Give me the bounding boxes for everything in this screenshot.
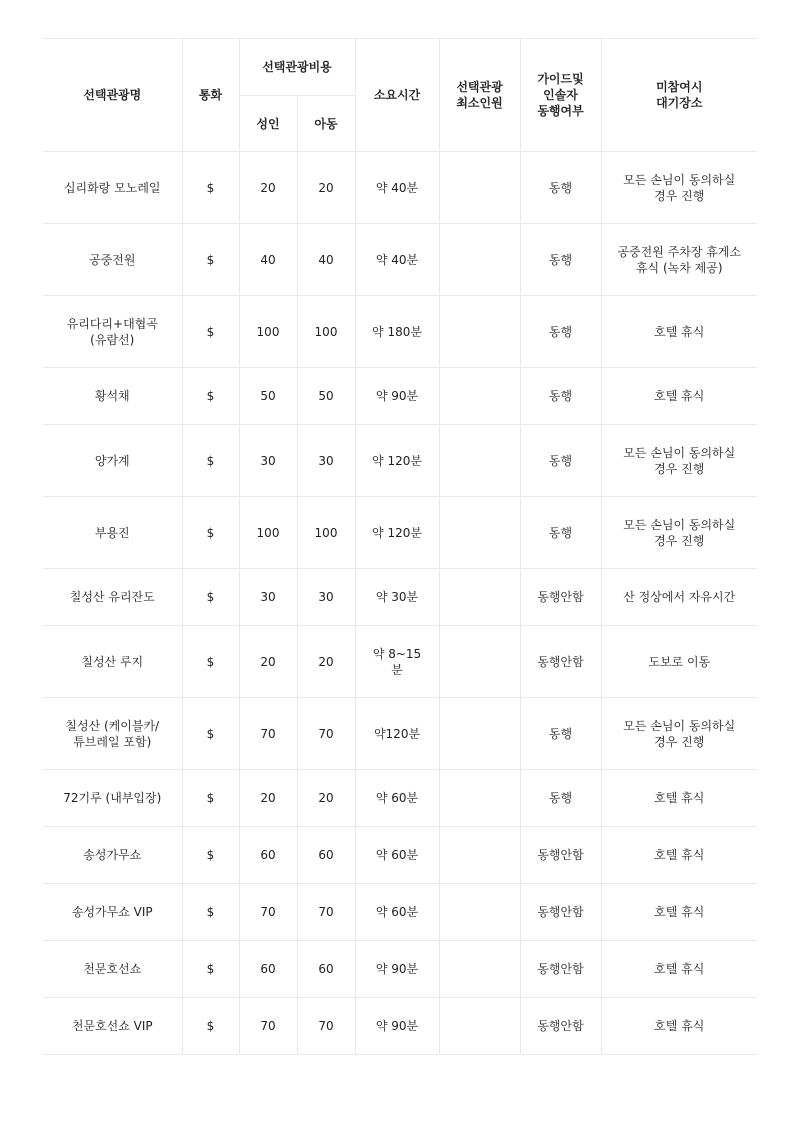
table-body xyxy=(43,152,757,1055)
header-child: 아동 xyxy=(297,96,355,152)
cell-adult-price: 20 xyxy=(239,626,297,698)
cell-child-price: 40 xyxy=(297,224,355,296)
cell-adult-price: 70 xyxy=(239,698,297,770)
cell-adult-price: 20 xyxy=(239,770,297,827)
cell-guide: 동행 xyxy=(520,152,601,224)
cell-tour-name: 72기루 (내부입장) xyxy=(43,770,182,827)
cell-tour-name: 부용진 xyxy=(43,497,182,569)
cell-tour-name: 천문호선쇼 xyxy=(43,941,182,998)
cell-adult-price: 30 xyxy=(239,569,297,626)
cell-currency: $ xyxy=(182,698,239,770)
table-row xyxy=(43,827,757,884)
table-row xyxy=(43,224,757,296)
cell-duration: 약 120분 xyxy=(355,425,439,497)
header-duration: 소요시간 xyxy=(355,39,439,152)
table-header xyxy=(43,39,757,152)
cell-duration: 약 40분 xyxy=(355,224,439,296)
cell-wait-place: 모든 손님이 동의하실 경우 진행 xyxy=(601,698,757,770)
cell-wait-place: 호텔 휴식 xyxy=(601,827,757,884)
cell-currency: $ xyxy=(182,569,239,626)
cell-duration: 약 120분 xyxy=(355,497,439,569)
cell-min-people xyxy=(439,224,520,296)
cell-child-price: 100 xyxy=(297,296,355,368)
cell-child-price: 20 xyxy=(297,770,355,827)
table-row xyxy=(43,884,757,941)
cell-child-price: 50 xyxy=(297,368,355,425)
cell-currency: $ xyxy=(182,296,239,368)
cell-tour-name: 십리화랑 모노레일 xyxy=(43,152,182,224)
cell-min-people xyxy=(439,941,520,998)
table-row xyxy=(43,368,757,425)
cell-wait-place: 호텔 휴식 xyxy=(601,368,757,425)
cell-min-people xyxy=(439,770,520,827)
cell-tour-name: 양가계 xyxy=(43,425,182,497)
cell-currency: $ xyxy=(182,152,239,224)
cell-currency: $ xyxy=(182,827,239,884)
cell-wait-place: 공중전원 주차장 휴게소 휴식 (녹차 제공) xyxy=(601,224,757,296)
header-tour-name: 선택관광명 xyxy=(43,39,182,152)
cell-min-people xyxy=(439,368,520,425)
cell-duration: 약 60분 xyxy=(355,884,439,941)
cell-wait-place: 모든 손님이 동의하실 경우 진행 xyxy=(601,152,757,224)
cell-guide: 동행 xyxy=(520,497,601,569)
cell-guide: 동행 xyxy=(520,770,601,827)
cell-adult-price: 20 xyxy=(239,152,297,224)
cell-wait-place: 호텔 휴식 xyxy=(601,296,757,368)
cell-adult-price: 40 xyxy=(239,224,297,296)
cell-guide: 동행 xyxy=(520,368,601,425)
cell-wait-place: 호텔 휴식 xyxy=(601,998,757,1055)
table-row xyxy=(43,497,757,569)
table-row xyxy=(43,698,757,770)
cell-adult-price: 100 xyxy=(239,296,297,368)
cell-min-people xyxy=(439,497,520,569)
cell-min-people xyxy=(439,698,520,770)
cell-currency: $ xyxy=(182,425,239,497)
cell-wait-place: 도보로 이동 xyxy=(601,626,757,698)
cell-adult-price: 60 xyxy=(239,941,297,998)
cell-wait-place: 모든 손님이 동의하실 경우 진행 xyxy=(601,425,757,497)
cell-min-people xyxy=(439,296,520,368)
cell-guide: 동행안함 xyxy=(520,884,601,941)
header-wait-place: 미참여시 대기장소 xyxy=(601,39,757,152)
header-cost: 선택관광비용 xyxy=(239,39,355,96)
cell-currency: $ xyxy=(182,368,239,425)
cell-wait-place: 모든 손님이 동의하실 경우 진행 xyxy=(601,497,757,569)
cell-min-people xyxy=(439,998,520,1055)
cell-guide: 동행안함 xyxy=(520,941,601,998)
cell-tour-name: 황석채 xyxy=(43,368,182,425)
cell-child-price: 20 xyxy=(297,626,355,698)
table-row xyxy=(43,425,757,497)
cell-guide: 동행 xyxy=(520,296,601,368)
cell-tour-name: 칠성산 (케이블카/ 튜브레일 포함) xyxy=(43,698,182,770)
cell-tour-name: 유리다리+대협곡 (유람선) xyxy=(43,296,182,368)
cell-child-price: 60 xyxy=(297,941,355,998)
cell-wait-place: 호텔 휴식 xyxy=(601,770,757,827)
cell-child-price: 70 xyxy=(297,698,355,770)
cell-guide: 동행안함 xyxy=(520,827,601,884)
cell-adult-price: 100 xyxy=(239,497,297,569)
cell-min-people xyxy=(439,884,520,941)
cell-guide: 동행 xyxy=(520,224,601,296)
cell-child-price: 30 xyxy=(297,425,355,497)
cell-guide: 동행안함 xyxy=(520,998,601,1055)
cell-tour-name: 칠성산 루지 xyxy=(43,626,182,698)
cell-child-price: 20 xyxy=(297,152,355,224)
cell-currency: $ xyxy=(182,884,239,941)
cell-child-price: 70 xyxy=(297,884,355,941)
cell-duration: 약 60분 xyxy=(355,827,439,884)
cell-guide: 동행안함 xyxy=(520,626,601,698)
cell-adult-price: 70 xyxy=(239,884,297,941)
cell-tour-name: 송성가무쇼 VIP xyxy=(43,884,182,941)
cell-child-price: 70 xyxy=(297,998,355,1055)
cell-child-price: 60 xyxy=(297,827,355,884)
cell-duration: 약 90분 xyxy=(355,941,439,998)
table-row xyxy=(43,626,757,698)
optional-tour-table xyxy=(43,38,757,1055)
table-row xyxy=(43,941,757,998)
cell-duration: 약 180분 xyxy=(355,296,439,368)
table-row xyxy=(43,152,757,224)
cell-child-price: 30 xyxy=(297,569,355,626)
cell-guide: 동행안함 xyxy=(520,569,601,626)
cell-adult-price: 30 xyxy=(239,425,297,497)
table-row xyxy=(43,998,757,1055)
cell-currency: $ xyxy=(182,998,239,1055)
cell-currency: $ xyxy=(182,224,239,296)
cell-duration: 약 8~15 분 xyxy=(355,626,439,698)
cell-guide: 동행 xyxy=(520,425,601,497)
cell-duration: 약 30분 xyxy=(355,569,439,626)
cell-min-people xyxy=(439,569,520,626)
header-adult: 성인 xyxy=(239,96,297,152)
cell-tour-name: 공중전원 xyxy=(43,224,182,296)
header-currency: 통화 xyxy=(182,39,239,152)
cell-duration: 약 90분 xyxy=(355,368,439,425)
cell-wait-place: 호텔 휴식 xyxy=(601,941,757,998)
cell-adult-price: 50 xyxy=(239,368,297,425)
table-row xyxy=(43,770,757,827)
cell-currency: $ xyxy=(182,497,239,569)
cell-currency: $ xyxy=(182,626,239,698)
cell-child-price: 100 xyxy=(297,497,355,569)
cell-min-people xyxy=(439,626,520,698)
cell-tour-name: 천문호선쇼 VIP xyxy=(43,998,182,1055)
cell-min-people xyxy=(439,827,520,884)
cell-wait-place: 산 정상에서 자유시간 xyxy=(601,569,757,626)
cell-duration: 약 90분 xyxy=(355,998,439,1055)
cell-duration: 약 40분 xyxy=(355,152,439,224)
cell-min-people xyxy=(439,425,520,497)
header-guide: 가이드및 인솔자 동행여부 xyxy=(520,39,601,152)
cell-tour-name: 송성가무쇼 xyxy=(43,827,182,884)
cell-wait-place: 호텔 휴식 xyxy=(601,884,757,941)
cell-adult-price: 60 xyxy=(239,827,297,884)
table-row xyxy=(43,569,757,626)
cell-currency: $ xyxy=(182,770,239,827)
cell-duration: 약120분 xyxy=(355,698,439,770)
cell-duration: 약 60분 xyxy=(355,770,439,827)
cell-adult-price: 70 xyxy=(239,998,297,1055)
cell-currency: $ xyxy=(182,941,239,998)
table-row xyxy=(43,296,757,368)
cell-guide: 동행 xyxy=(520,698,601,770)
cell-tour-name: 칠성산 유리잔도 xyxy=(43,569,182,626)
cell-min-people xyxy=(439,152,520,224)
header-min-people: 선택관광 최소인원 xyxy=(439,39,520,152)
